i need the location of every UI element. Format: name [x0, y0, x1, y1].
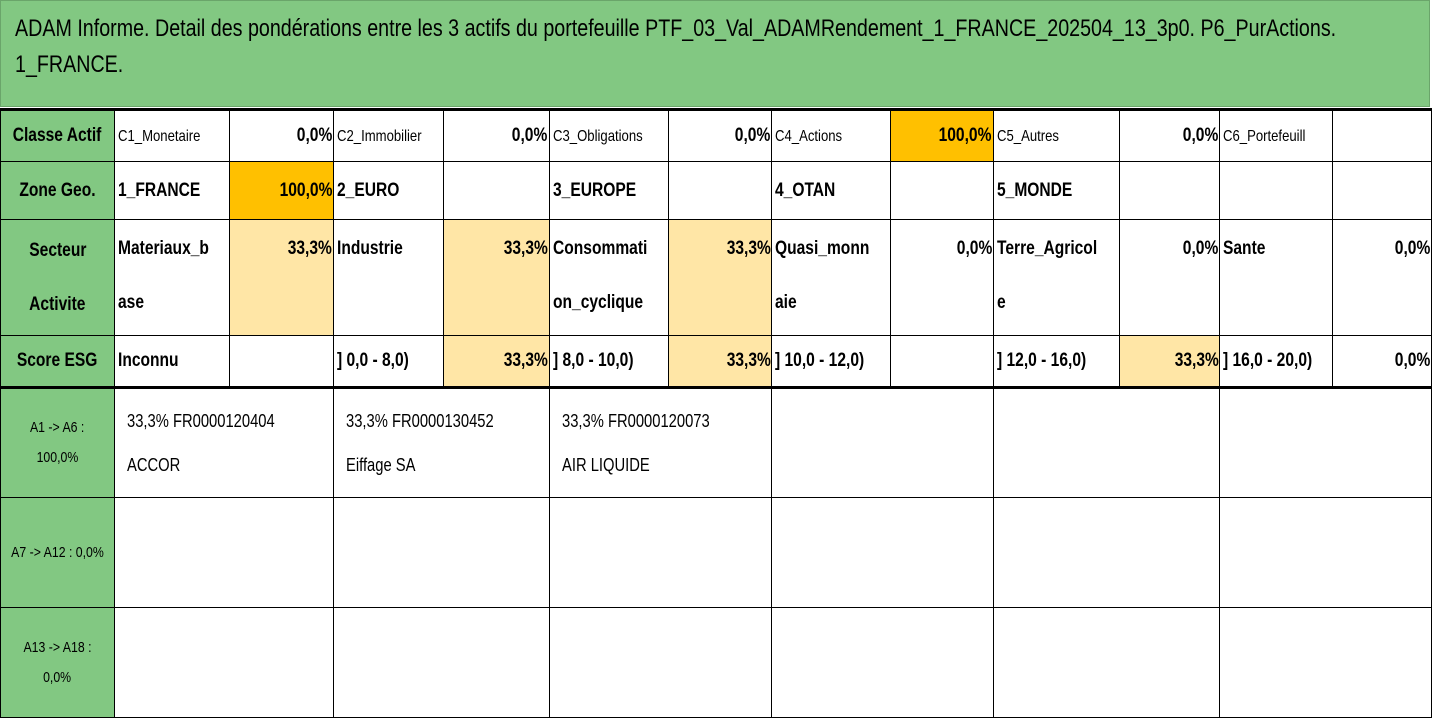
asset-cell-empty: [115, 608, 334, 718]
esg-value: [229, 336, 333, 388]
esg-label: ] 8,0 - 10,0): [549, 336, 668, 388]
zone-label: [1220, 162, 1333, 220]
esg-label: ] 0,0 - 8,0): [334, 336, 444, 388]
classe-value: 100,0%: [891, 110, 993, 162]
asset-cell-empty: [993, 498, 1220, 608]
classe-label: C3_Obligations: [549, 110, 668, 162]
report-title-line1: ADAM Informe. Detail des pondérations entre les 3 actifs du portefeuille PTF_03_Val_ADAMRendement_1_FRANCE_202504_13_3p0. P6_PurActions.: [15, 15, 1337, 42]
allocation-table: [0, 108, 1432, 718]
classe-value: 0,0%: [1119, 110, 1220, 162]
assets-a7-a12-header: A7 -> A12 : 0,0%: [1, 498, 115, 608]
zone-geo-row: [1, 162, 1432, 220]
secteur-value: 33,3%: [444, 220, 550, 336]
score-esg-header: Score ESG: [1, 336, 115, 388]
secteur-label: Quasi_monn aie: [772, 220, 891, 336]
asset-cell: 33,3% FR0000120073 AIR LIQUIDE: [549, 388, 772, 498]
zone-label: 2_EURO: [334, 162, 444, 220]
assets-row-a1-a6: [1, 388, 1432, 498]
secteur-value: 0,0%: [1119, 220, 1220, 336]
esg-label: Inconnu: [115, 336, 230, 388]
zone-value: [1119, 162, 1220, 220]
report-title: [0, 0, 1430, 107]
secteur-header: Secteur Activite: [1, 220, 115, 336]
zone-value: [1333, 162, 1432, 220]
zone-value: 100,0%: [229, 162, 333, 220]
classe-label: C5_Autres: [993, 110, 1119, 162]
classe-label: C1_Monetaire: [115, 110, 230, 162]
classe-label: C2_Immobilier: [334, 110, 444, 162]
classe-value: 0,0%: [668, 110, 772, 162]
secteur-row: [1, 220, 1432, 336]
assets-row-a13-a18: [1, 608, 1432, 718]
classe-value: 0,0%: [229, 110, 333, 162]
esg-value: [891, 336, 993, 388]
secteur-value: 0,0%: [1333, 220, 1432, 336]
asset-cell-empty: [993, 388, 1220, 498]
secteur-value: 0,0%: [891, 220, 993, 336]
zone-label: 4_OTAN: [772, 162, 891, 220]
asset-cell-empty: [1220, 498, 1432, 608]
asset-cell-empty: [772, 608, 993, 718]
esg-value: 33,3%: [1119, 336, 1220, 388]
classe-actif-row: [1, 110, 1432, 162]
classe-label: C6_Portefeuill: [1220, 110, 1333, 162]
secteur-label: Materiaux_b ase: [115, 220, 230, 336]
secteur-value: 33,3%: [229, 220, 333, 336]
assets-a13-a18-header: A13 -> A18 : 0,0%: [1, 608, 115, 718]
esg-label: ] 16,0 - 20,0): [1220, 336, 1333, 388]
asset-cell-empty: [334, 498, 549, 608]
asset-cell-empty: [772, 388, 993, 498]
classe-value: [1333, 110, 1432, 162]
asset-cell-empty: [549, 608, 772, 718]
report-title-line2: 1_FRANCE.: [15, 51, 124, 78]
zone-geo-header: Zone Geo.: [1, 162, 115, 220]
assets-a1-a6-header: A1 -> A6 : 100,0%: [1, 388, 115, 498]
zone-value: [444, 162, 550, 220]
classe-label: C4_Actions: [772, 110, 891, 162]
zone-value: [891, 162, 993, 220]
esg-label: ] 10,0 - 12,0): [772, 336, 891, 388]
asset-cell: 33,3% FR0000120404 ACCOR: [115, 388, 334, 498]
asset-cell-empty: [115, 498, 334, 608]
secteur-label: Industrie: [334, 220, 444, 336]
secteur-label: Sante: [1220, 220, 1333, 336]
asset-cell-empty: [1220, 388, 1432, 498]
asset-cell-empty: [549, 498, 772, 608]
zone-label: 5_MONDE: [993, 162, 1119, 220]
zone-label: 3_EUROPE: [549, 162, 668, 220]
asset-cell-empty: [772, 498, 993, 608]
asset-cell-empty: [993, 608, 1220, 718]
esg-value: 33,3%: [668, 336, 772, 388]
esg-label: ] 12,0 - 16,0): [993, 336, 1119, 388]
esg-value: 0,0%: [1333, 336, 1432, 388]
classe-value: 0,0%: [444, 110, 550, 162]
secteur-label: Consommati on_cyclique: [549, 220, 668, 336]
asset-cell-empty: [1220, 608, 1432, 718]
asset-cell-empty: [334, 608, 549, 718]
asset-cell: 33,3% FR0000130452 Eiffage SA: [334, 388, 549, 498]
score-esg-row: [1, 336, 1432, 388]
secteur-value: 33,3%: [668, 220, 772, 336]
classe-actif-header: Classe Actif: [1, 110, 115, 162]
zone-value: [668, 162, 772, 220]
esg-value: 33,3%: [444, 336, 550, 388]
assets-row-a7-a12: [1, 498, 1432, 608]
zone-label: 1_FRANCE: [115, 162, 230, 220]
secteur-label: Terre_Agricol e: [993, 220, 1119, 336]
